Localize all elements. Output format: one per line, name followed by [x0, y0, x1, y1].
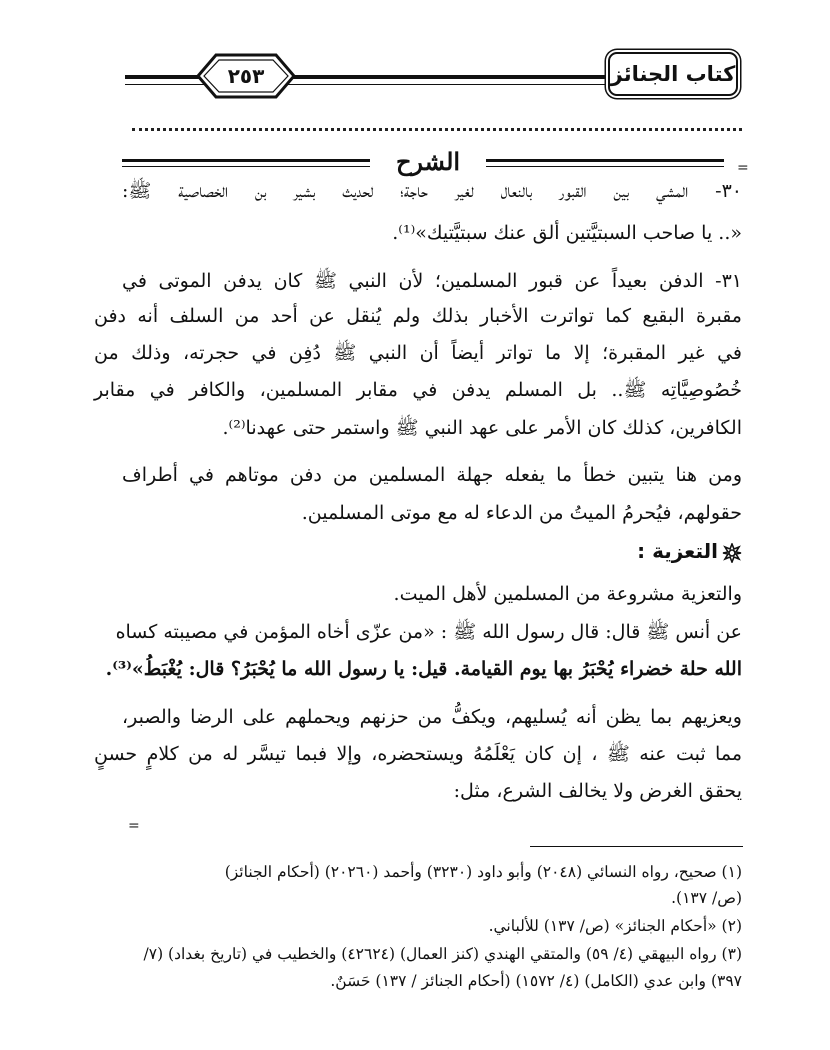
page-number: ٢٥٣ [227, 64, 265, 88]
dotted-divider [132, 128, 742, 131]
taziya-line-5: مما ثبت عنه ﷺ ، إن كان يَعْلَمُهُ ويستحضره، وإلا فبما تيسَّر له من كلامٍ حسنٍ [94, 743, 742, 765]
footnote-3-cont: ٣٩٧) وابن عدي (الكامل) (٤/ ١٥٧٢) (أحكام الجنائز / ١٣٧) حَسَنٌ. [330, 972, 742, 990]
taziya-heading-row [94, 536, 742, 567]
book-title: كتاب الجنائز [608, 52, 738, 96]
taziya-line-4: ويعزيهم بما يظن أنه يُسليهم، ويكفُّ من حزنهم ويحملهم على الرضا والصبر، [122, 706, 742, 728]
taziya-line-2: عن أنس ﷺ قال: قال رسول الله ﷺ : «من عزّى أخاه المؤمن في مصيبته كساه [115, 621, 742, 643]
margin-mark-top: = [737, 160, 749, 176]
section-heading-block [122, 148, 734, 178]
taziya-line-3: الله حلة خضراء يُحْبَرُ بها يوم القيامة. قيل: يا رسول الله ما يُحْبَرُ؟ قال: يُغْبَطُ»⁽³⁾. [105, 658, 742, 680]
margin-mark-bottom: = [128, 818, 140, 834]
footnote-1: (١) صحيح، رواه النسائي (٢٠٤٨) وأبو داود (٣٢٣٠) وأحمد (٢٠٢٦٠) (أحكام الجنائز) [224, 863, 742, 881]
taziya-line-6: يحقق الغرض ولا يخالف الشرع، مثل: [453, 780, 742, 802]
body-line-1: ٣٠- المشي بين القبور بالنعال لغير حاجة؛ لحديث بشير بن الخصاصية ﷺ: [122, 180, 742, 202]
body-line-2: «.. يا صاحب السبتيَّتين ألق عنك سبتيَّتيك»⁽¹⁾. [392, 222, 742, 244]
taziya-line-1: والتعزية مشروعة من المسلمين لأهل الميت. [393, 583, 742, 605]
heading-rule-right-thin [486, 166, 724, 167]
section-heading: الشرح [395, 147, 461, 176]
taziya-heading: التعزية : [637, 539, 718, 563]
body-line-4: مقبرة البقيع كما تواترت الأخبار بذلك ولم يُنقل عن أحد من السلف أنه دفن [94, 305, 742, 327]
flower-ornament-icon [722, 543, 742, 563]
heading-rule-left-thin [122, 166, 370, 167]
footnote-divider [530, 846, 743, 847]
body-line-3: ٣١- الدفن بعيداً عن قبور المسلمين؛ لأن النبي ﷺ كان يدفن الموتى في [122, 270, 742, 292]
footnote-3: (٣) رواه البيهقي (٤/ ٥٩) والمتقي الهندي (كنز العمال) (٤٢٦٢٤) والخطيب في (تاريخ بغداد) (٧/ [143, 945, 742, 963]
footnote-1-cont: (ص/ ١٣٧). [671, 889, 742, 907]
body-line-9: حقولهم، فيُحرمُ الميتُ من الدعاء له مع موتى المسلمين. [301, 502, 742, 524]
body-line-8: ومن هنا يتبين خطأ ما يفعله جهلة المسلمين من دفن موتاهم في أطراف [122, 464, 742, 486]
body-line-5: في غير المقبرة؛ إلا ما تواتر أيضاً أن النبي ﷺ دُفِن في حجرته، وذلك من [94, 342, 742, 364]
body-line-6: خُصُوصِيَّاتِه ﷺ.. بل المسلم يدفن في مقابر المسلمين، والكافر في مقابر [94, 379, 742, 401]
heading-rule-left [122, 159, 370, 162]
footnote-2: (٢) «أحكام الجنائز» (ص/ ١٣٧) للألباني. [488, 917, 742, 935]
body-line-7: الكافرين، كذلك كان الأمر على عهد النبي ﷺ واستمر حتى عهدنا⁽²⁾. [222, 417, 742, 439]
heading-rule-right [486, 159, 724, 162]
